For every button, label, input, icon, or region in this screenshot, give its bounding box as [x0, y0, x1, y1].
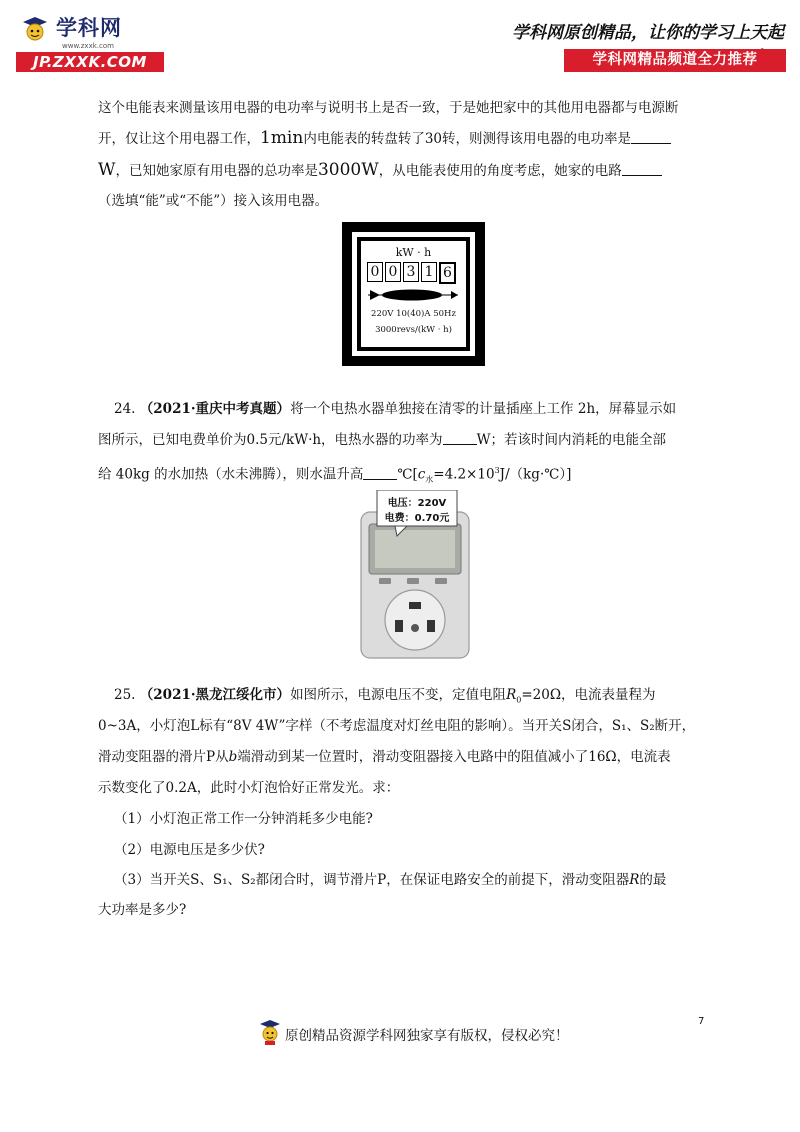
socket-voltage-label: 电压：220V — [387, 498, 447, 509]
q23-line-2 — [98, 128, 671, 149]
question-source: （2021·黑龙江绥化市） — [139, 687, 291, 703]
metering-socket-figure — [355, 490, 475, 660]
q25-text: 如图所示，电源电压不变，定值电阻 — [290, 687, 507, 703]
answer-blank — [622, 163, 662, 176]
meter-digit: 1 — [421, 262, 437, 282]
energy-meter-figure — [342, 222, 485, 366]
meter-digit: 0 — [367, 262, 383, 282]
meter-face — [361, 241, 466, 347]
page-number: 7 — [698, 1016, 705, 1027]
q25-line-2: 0~3A，小灯泡L标有“8V 4W”字样（不考虑温度对灯丝电阻的影响）。当开关S闭合，S₁、S₂断开， — [98, 718, 696, 734]
q23-text: 开，仅让这个用电器工作， — [98, 131, 260, 147]
q24-text: =4.2×10 — [433, 466, 495, 483]
meter-frame — [352, 232, 475, 356]
meter-frame-inner — [357, 237, 470, 351]
q25-sub-2: （2）电源电压是多少伏? — [114, 842, 265, 858]
mascot-icon — [20, 16, 50, 44]
q25-text: 端滑动到某一位置时，滑动变阻器接入电路中的阻值减小了16Ω，电流表 — [237, 749, 671, 765]
meter-digit: 0 — [385, 262, 401, 282]
q24-text: 图所示，已知电费单价为0.5元/kW·h，电热水器的功率为 — [98, 432, 443, 448]
q23-time: 1min — [260, 128, 304, 148]
q24-line-2 — [98, 430, 666, 450]
q23-line-1: 这个电能表来测量该用电器的电功率与说明书上是否一致，于是她把家中的其他用电器都与电源断 — [98, 100, 679, 116]
q25-text: （3）当开关S、S₁、S₂都闭合时，调节滑片P，在保证电路安全的前提下，滑动变阻器 — [114, 872, 630, 888]
q24-exponent: 3 — [494, 466, 500, 475]
meter-digit: 3 — [403, 262, 419, 282]
question-number: 25. — [114, 687, 136, 703]
q23-text: 内电能表的转盘转了30转，则测得该用电器的电功率是 — [303, 131, 632, 147]
mascot-icon — [258, 1018, 282, 1046]
q24-text: W；若该时间内消耗的电能全部 — [476, 432, 666, 448]
q25-sub-3-cont: 大功率是多少? — [98, 902, 187, 918]
q24-subscript: 水 — [425, 475, 434, 485]
copyright-notice: 原创精品资源学科网独家享有版权，侵权必究！ — [285, 1028, 569, 1044]
logo-url-banner[interactable]: JP.ZXXK.COM — [16, 52, 164, 72]
socket-fee-label: 电费：0.70元 — [384, 513, 450, 524]
q24-text: 将一个电热水器单独接在清零的计量插座上工作 2h，屏幕显示如 — [290, 401, 677, 417]
logo-name: 学科网 — [56, 16, 122, 40]
channel-banner[interactable]: 学科网精品频道全力推荐 — [564, 49, 786, 72]
q25-symbol: R — [506, 687, 517, 703]
q24-symbol: c — [417, 466, 426, 483]
answer-blank — [363, 467, 397, 480]
question-source: （2021·重庆中考真题） — [139, 401, 291, 417]
answer-blank — [443, 432, 477, 445]
q23-unit: W — [98, 160, 116, 180]
q24-line-1 — [114, 399, 676, 419]
q23-power: 3000W — [317, 160, 379, 180]
q24-line-3 — [98, 461, 571, 490]
meter-digits — [367, 262, 456, 282]
q25-symbol: R — [629, 872, 640, 888]
meter-unit: kW · h — [395, 246, 432, 259]
meter-spec-constant: 3000revs/(kW · h) — [375, 325, 452, 335]
logo-small-url: www.zxxk.com — [62, 42, 114, 50]
q25-line-3 — [98, 747, 671, 767]
rotor-disc-icon — [366, 287, 462, 303]
q25-sub-3 — [114, 870, 666, 890]
meter-spec-rating: 220V 10(40)A 50Hz — [371, 309, 456, 319]
q24-text: ℃[ — [397, 466, 418, 483]
header-slogan: 学科网原创精品，让你的学习上天起 — [512, 23, 784, 43]
meter-digit-decimal: 6 — [439, 262, 456, 284]
q25-line-1 — [114, 685, 656, 711]
q25-subscript: 0 — [516, 695, 522, 705]
q25-text: 滑动变阻器的滑片P从 — [98, 749, 229, 765]
q25-text: =20Ω，电流表量程为 — [521, 687, 656, 703]
answer-blank — [631, 131, 671, 144]
q25-line-4: 示数变化了0.2A，此时小灯泡恰好正常发光。求： — [98, 780, 400, 796]
question-number: 24. — [114, 401, 136, 417]
q24-text: 给 40kg 的水加热（水未沸腾），则水温升高 — [98, 466, 364, 483]
q25-text: 的最 — [639, 872, 667, 888]
q23-line-3 — [98, 160, 662, 181]
q23-text: ，从电能表使用的角度考虑，她家的电路 — [378, 163, 622, 179]
q25-sub-1: （1）小灯泡正常工作一分钟消耗多少电能? — [114, 811, 373, 827]
q23-text: ，已知她家原有用电器的总功率是 — [115, 163, 318, 179]
q24-text: J/（kg·℃）] — [499, 466, 572, 483]
q23-line-4: （选填“能”或“不能”）接入该用电器。 — [98, 193, 329, 209]
q25-symbol: b — [228, 749, 238, 765]
